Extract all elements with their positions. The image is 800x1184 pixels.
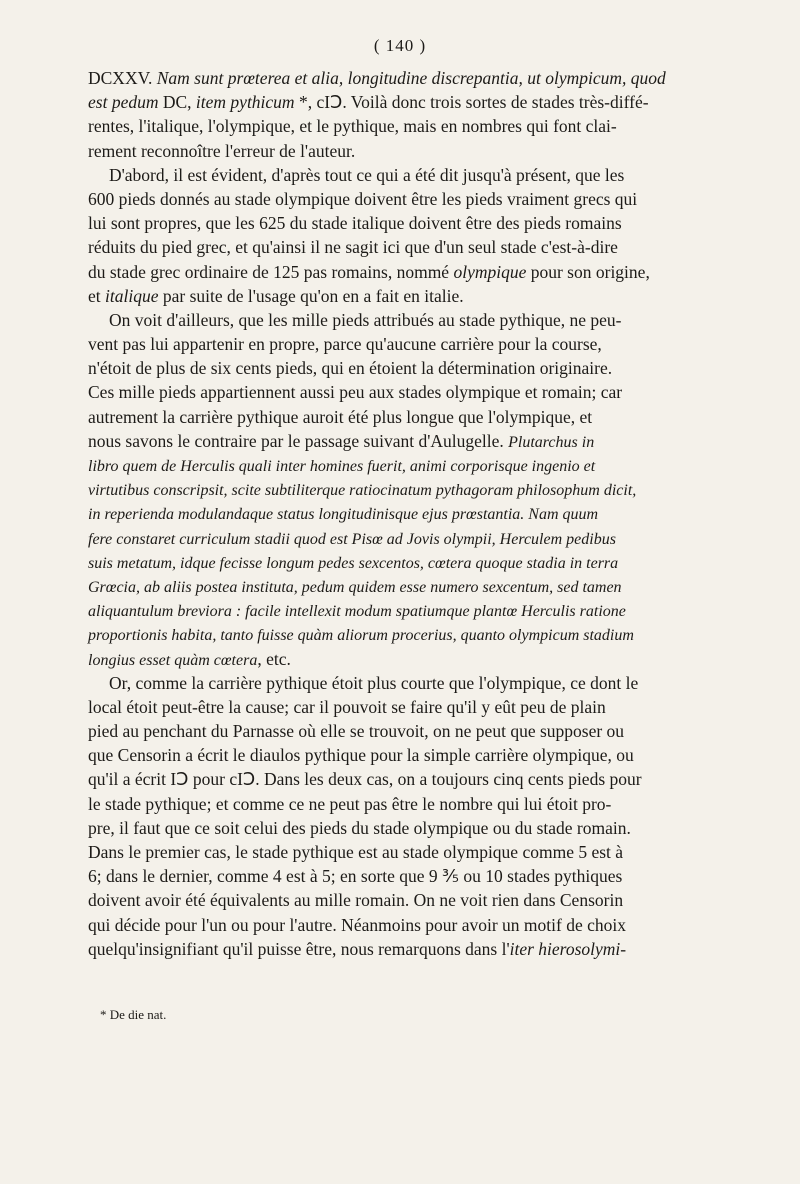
italic-text: Grœcia, ab aliis postea instituta, pedum quidem esse numero sexcentum, sed tamen (88, 578, 622, 596)
italic-text: fere constaret curriculum stadii quod est Pisœ ad Jovis olympii, Herculem pedibus (88, 530, 616, 548)
roman-text: Ces mille pieds appartiennent aussi peu aux stades olympique et romain; car (88, 382, 623, 403)
roman-text: réduits du pied grec, et qu'ainsi il ne sagit ici que d'un seul stade c'est-à-dire (88, 237, 618, 258)
text-line (88, 284, 728, 308)
roman-text: que Censorin a écrit le diaulos pythique pour la simple carrière olympique, ou (88, 745, 634, 766)
roman-text: *, cIↃ. Voilà donc trois sortes de stades très-diffé- (294, 92, 649, 113)
roman-text: , etc. (257, 648, 291, 669)
italic-text: virtutibus conscripsit, scite subtiliterque ratiocinatum pythagoram philosophum dicit, (88, 482, 637, 500)
text-line (88, 792, 728, 816)
text-line (88, 671, 728, 695)
text-line (88, 695, 728, 719)
roman-text: 600 pieds donnés au stade olympique doivent être les pieds vraiment grecs qui (88, 188, 638, 209)
roman-text: vent pas lui appartenir en propre, parce qu'aucune carrière pour la course, (88, 334, 602, 355)
roman-text: D'abord, il est évident, d'après tout ce qui a été dit jusqu'à présent, que les (109, 164, 625, 185)
text-line (88, 114, 728, 138)
italic-text: longius esset quàm cœtera (88, 651, 258, 669)
text-line (88, 187, 728, 211)
roman-text: pied au penchant du Parnasse où elle se trouvoit, on ne peut que supposer ou (88, 721, 625, 742)
italic-text: italique (105, 285, 159, 306)
roman-text: nous savons le contraire par le passage suivant d'Aulugelle. (88, 430, 509, 451)
text-line (88, 816, 728, 840)
text-line (88, 767, 728, 791)
text-line (88, 501, 728, 525)
roman-text: pour son origine, (526, 261, 650, 282)
italic-text: Plutarchus in (508, 433, 595, 451)
text-line (88, 622, 728, 646)
page-number: ( 140 ) (373, 36, 427, 55)
roman-text: local étoit peut-être la cause; car il pouvoit se faire qu'il y eût peu de plain (88, 696, 606, 717)
text-line (88, 90, 728, 114)
italic-text: proportionis habita, tanto fuisse quàm aliorum procerius, quanto olympicum stadium (88, 627, 634, 645)
roman-text: On voit d'ailleurs, que les mille pieds attribués au stade pythique, ne peu- (109, 309, 622, 330)
roman-text: Or, comme la carrière pythique étoit plus courte que l'olympique, ce dont le (109, 672, 639, 693)
text-line (88, 840, 728, 864)
italic-text: suis metatum, idque fecisse longum pedes sexcentos, cœtera quoque stadia in terra (88, 554, 619, 572)
text-line (88, 356, 728, 380)
text-line (88, 647, 728, 671)
roman-text: n'étoit de plus de six cents pieds, qui en étoient la détermination originaire. (88, 358, 613, 379)
roman-text: rentes, l'italique, l'olympique, et le pythique, mais en nombres qui font clai- (88, 116, 617, 137)
text-line (88, 163, 728, 187)
roman-text: du stade grec ordinaire de 125 pas romains, nommé (88, 261, 454, 282)
roman-text: pre, il faut que ce soit celui des pieds du stade olympique ou du stade romain. (88, 817, 631, 838)
text-line (88, 888, 728, 912)
roman-text: DCXXV. (88, 68, 157, 88)
text-line (88, 66, 728, 90)
italic-text: olympique (453, 261, 527, 282)
text-line (88, 260, 728, 284)
italic-text: item pythicum (195, 92, 295, 113)
body-text (88, 66, 728, 961)
text-line (88, 719, 728, 743)
text-line (88, 380, 728, 404)
italic-text: iter hierosolymi- (509, 938, 627, 959)
roman-text: autrement la carrière pythique auroit été plus longue que l'olympique, et (88, 406, 593, 427)
text-line (88, 526, 728, 550)
text-line (88, 405, 728, 429)
text-line (88, 598, 728, 622)
roman-text: Dans le premier cas, le stade pythique est au stade olympique comme 5 est à (88, 842, 624, 862)
text-line (88, 574, 728, 598)
text-line (88, 477, 728, 501)
italic-text: aliquantulum breviora : facile intellexit modum spatiumque plantœ Herculis ratione (88, 603, 626, 621)
roman-text: quelqu'insignifiant qu'il puisse être, nous remarquons dans l' (88, 938, 510, 959)
text-line (88, 550, 728, 574)
italic-text: Nam sunt prœterea et alia, longitudine discrepantia, ut olympicum, quod (156, 68, 666, 88)
roman-text: rement reconnoître l'erreur de l'auteur. (88, 140, 356, 161)
roman-text: doivent avoir été équivalents au mille romain. On ne voit rien dans Censorin (88, 890, 624, 911)
italic-text: libro quem de Herculis quali inter homines fuerit, animi corporisque ingenio et (88, 458, 596, 475)
italic-text: est pedum (88, 92, 163, 113)
footnote: * De die nat. (100, 1007, 167, 1022)
text-line (88, 913, 728, 937)
roman-text: lui sont propres, que les 625 du stade italique doivent être des pieds romains (88, 213, 622, 234)
roman-text: qui décide pour l'un ou pour l'autre. Néanmoins pour avoir un motif de choix (88, 914, 626, 935)
text-line (88, 864, 728, 888)
text-line (88, 937, 728, 961)
roman-text: le stade pythique; et comme ce ne peut pas être le nombre qui lui étoit pro- (88, 793, 612, 814)
text-line (88, 308, 728, 332)
text-line (88, 332, 728, 356)
roman-text: DC, (162, 92, 196, 113)
text-line (88, 453, 728, 477)
text-line (88, 429, 728, 453)
roman-text: et (88, 285, 106, 306)
text-line (88, 139, 728, 163)
roman-text: 6; dans le dernier, comme 4 est à 5; en sorte que 9 ⅗ ou 10 stades pythiques (88, 866, 623, 887)
roman-text: qu'il a écrit IↃ pour cIↃ. Dans les deux cas, on a toujours cinq cents pieds pour (88, 769, 642, 790)
text-line (88, 743, 728, 767)
text-line (88, 211, 728, 235)
roman-text: par suite de l'usage qu'on en a fait en italie. (158, 285, 464, 306)
italic-text: in reperienda modulandaque status longitudinisque ejus prœstantia. Nam quum (88, 506, 599, 524)
text-line (88, 235, 728, 259)
